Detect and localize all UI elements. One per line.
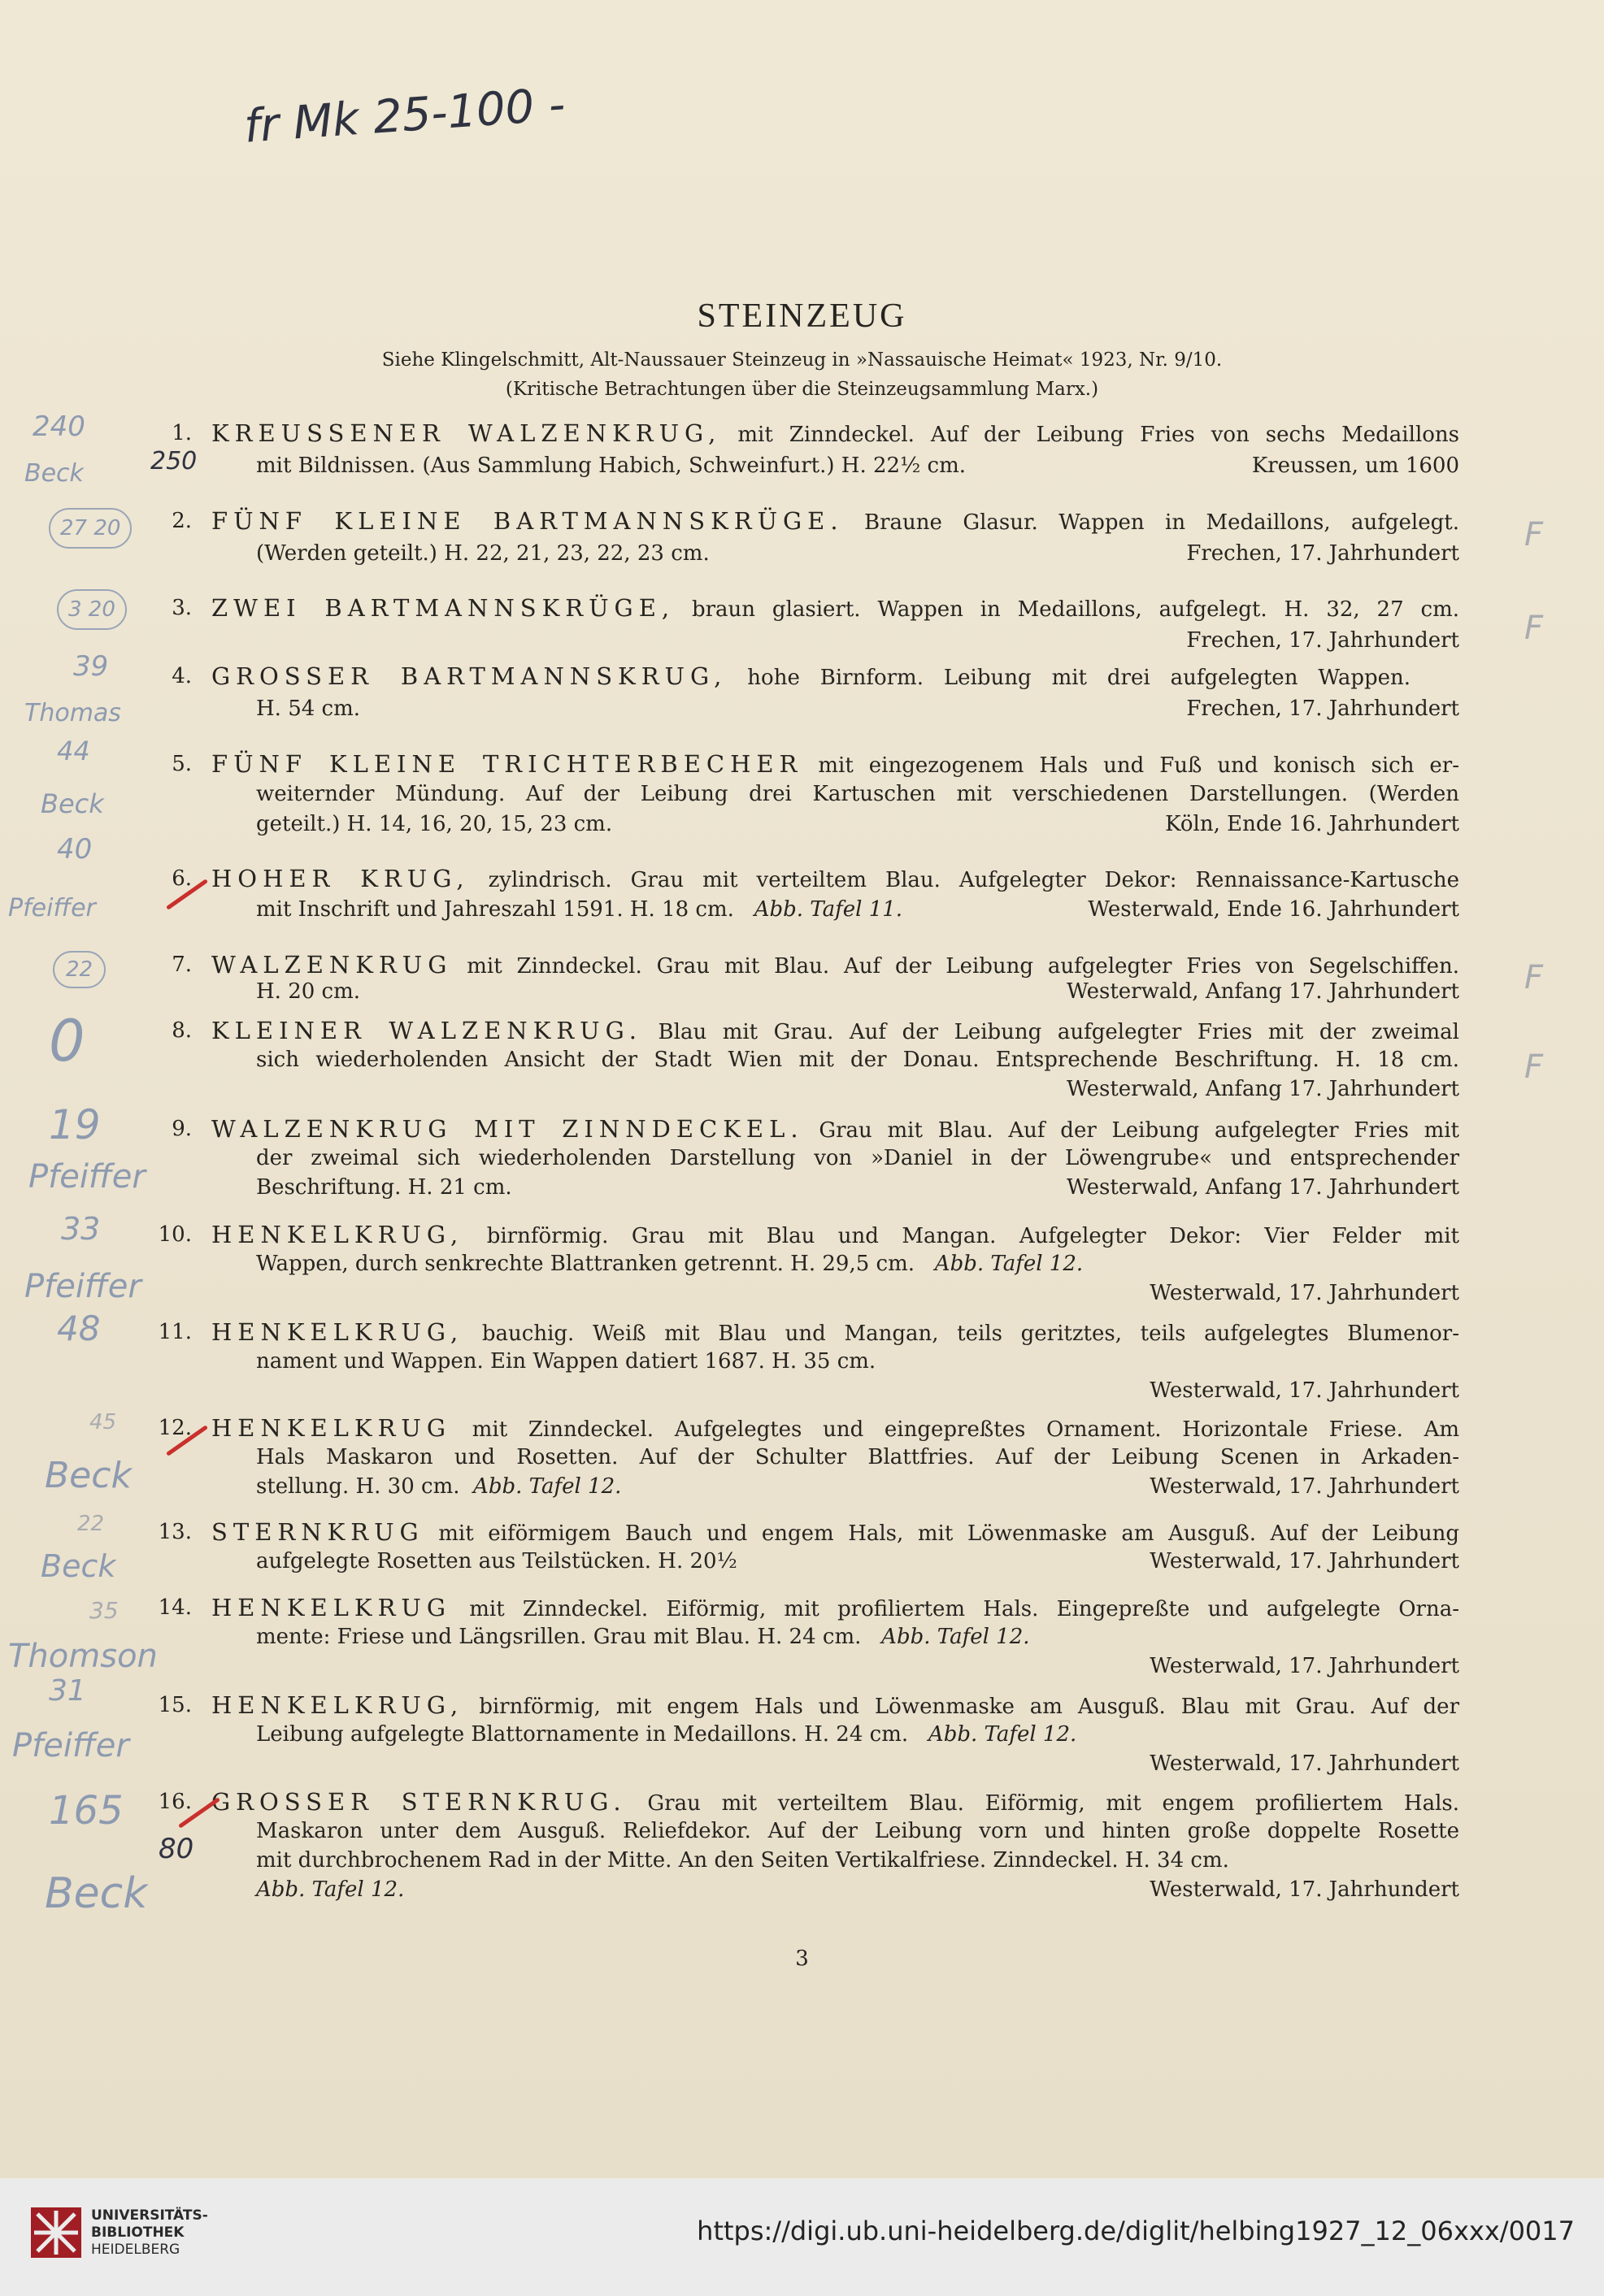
entry-place: Westerwald, 17. Jahrhundert (1150, 1378, 1459, 1403)
entry-number: 7. (172, 953, 192, 977)
entry-number: 11. (158, 1320, 192, 1344)
entry-place: Frechen, 17. Jahrhundert (1186, 628, 1459, 653)
entry-text: mit Bildnissen. (Aus Sammlung Habich, Schweinfurt.) H. 22½ cm. (256, 454, 967, 478)
entry-name: HOHER KRUG, (211, 865, 470, 892)
entry-text: mit Zinndeckel. Auf der Leibung Fries von sechs Medaillons (737, 423, 1459, 447)
catalog-entry-6 (154, 866, 1459, 923)
margin-note: Thomas (24, 699, 121, 727)
entry-number: 12. (158, 1416, 192, 1440)
permalink-url[interactable]: https://digi.ub.uni-heidelberg.de/diglit/helbing1927_12_06xxx/0017 (697, 2216, 1575, 2246)
margin-note: Beck (45, 1869, 148, 1918)
margin-note: Beck (24, 459, 84, 488)
catalog-entry-15 (154, 1693, 1459, 1782)
entry-text: sich wiederholenden Ansicht der Stadt Wien mit der Donau. Entsprechende Beschriftung. H. 18 cm. (256, 1048, 1459, 1072)
margin-note: 48 (57, 1309, 101, 1348)
margin-mark: F (1524, 516, 1544, 553)
entry-text: Grau mit verteiltem Blau. Eiförmig, mit engem profiliertem Hals. (647, 1791, 1459, 1816)
entry-text: mit eingezogenem Hals und Fuß und konisch sich er- (818, 753, 1460, 778)
handwritten-price-note: fr Mk 25-100 - (242, 78, 567, 154)
entry-text: der zweimal sich wiederholenden Darstellung von »Daniel in der Löwengrube« und entsprechender (256, 1146, 1459, 1170)
entry-text: (Werden geteilt.) H. 22, 21, 23, 22, 23 cm. (256, 541, 710, 566)
plate-reference: Abb. Tafel 12. (934, 1252, 1084, 1276)
entry-text: Wappen, durch senkrechte Blattranken getrennt. H. 29,5 cm. (256, 1252, 915, 1276)
entry-text: mit Zinndeckel. Grau mit Blau. Auf der Leibung aufgelegter Fries von Segelschiffen. (467, 954, 1459, 979)
library-name-line: BIBLIOTHEK (91, 2224, 185, 2241)
catalog-entry-8 (154, 1018, 1459, 1108)
margin-note: 3 20 (57, 589, 127, 630)
catalog-entry-13 (154, 1520, 1459, 1577)
entry-name: KLEINER WALZENKRUG. (211, 1017, 642, 1044)
entry-number: 4. (172, 664, 192, 688)
entry-text: mit Zinndeckel. Eiförmig, mit profiliertem Hals. Eingepreßte und aufgelegte Orna- (469, 1597, 1460, 1621)
catalog-entry-5 (154, 752, 1459, 841)
entry-text: H. 54 cm. (256, 697, 361, 721)
entry-name: FÜNF KLEINE TRICHTERBECHER (211, 750, 803, 778)
catalog-entry-14 (154, 1595, 1459, 1685)
catalog-entry-1 (154, 421, 1459, 478)
entry-text: weiternder Mündung. Auf der Leibung drei Kartuschen mit verschiedenen Darstellungen. (Werden (256, 782, 1459, 806)
catalog-entry-11 (154, 1320, 1459, 1409)
entry-number: 1. (172, 421, 192, 445)
margin-note: 19 (49, 1101, 101, 1148)
catalog-entry-12 (154, 1416, 1459, 1505)
margin-mark: F (1524, 1048, 1544, 1086)
margin-note: 33 (61, 1211, 101, 1247)
entry-text: Blau mit Grau. Auf der Leibung aufgelegter Fries mit der zweimal (658, 1020, 1460, 1044)
entry-name: FÜNF KLEINE BARTMANNSKRÜGE. (211, 507, 844, 535)
entry-text: H. 20 cm. (256, 979, 361, 1004)
entry-place: Westerwald, Anfang 17. Jahrhundert (1067, 1175, 1459, 1200)
entry-text: bauchig. Weiß mit Blau und Mangan, teils geritztes, teils aufgelegtes Blumenor- (481, 1322, 1459, 1346)
entry-place: Westerwald, Ende 16. Jahrhundert (1088, 897, 1459, 922)
entry-text: Braune Glasur. Wappen in Medaillons, aufgelegt. (863, 510, 1459, 535)
margin-note: Thomson (8, 1638, 158, 1675)
plate-reference: Abb. Tafel 11. (754, 897, 903, 922)
entry-text: geteilt.) H. 14, 16, 20, 15, 23 cm. (256, 812, 613, 836)
plate-reference: Abb. Tafel 12. (881, 1625, 1030, 1649)
margin-mark: F (1524, 959, 1544, 996)
plate-reference: Abb. Tafel 12. (473, 1474, 622, 1499)
entry-name: HENKELKRUG (211, 1594, 452, 1621)
entry-text: Leibung aufgelegte Blattornamente in Medaillons. H. 24 cm. (256, 1722, 909, 1747)
margin-note: 45 (89, 1410, 117, 1434)
entry-text: mit Inschrift und Jahreszahl 1591. H. 18 cm. (256, 897, 734, 922)
margin-note: 27 20 (49, 508, 132, 549)
margin-note: Pfeiffer (8, 894, 96, 922)
entry-number: 6. (172, 866, 192, 891)
margin-note: Pfeiffer (28, 1158, 146, 1196)
entry-place: Kreussen, um 1600 (1251, 454, 1459, 478)
entry-text: stellung. H. 30 cm. (256, 1474, 460, 1499)
catalog-entry-16 (154, 1790, 1459, 1912)
entry-name: HENKELKRUG, (211, 1221, 464, 1248)
entry-number: 8. (172, 1018, 192, 1043)
entry-number: 14. (158, 1595, 192, 1620)
entry-text: mente: Friese und Längsrillen. Grau mit Blau. H. 24 cm. (256, 1625, 862, 1649)
library-name-line: HEIDELBERG (91, 2242, 180, 2258)
entry-text: zylindrisch. Grau mit verteiltem Blau. Aufgelegter Dekor: Rennaissance-Kartusche (488, 868, 1460, 892)
page-title: STEINZEUG (697, 297, 907, 335)
margin-note: 165 (49, 1788, 124, 1834)
entry-name: KREUSSENER WALZENKRUG, (211, 419, 722, 447)
viewer-footer (0, 2178, 1604, 2296)
library-name (91, 2207, 208, 2259)
entry-number: 2. (172, 509, 192, 533)
plate-reference: Abb. Tafel 12. (256, 1877, 405, 1902)
entry-text: nament und Wappen. Ein Wappen datiert 1687. H. 35 cm. (256, 1349, 876, 1374)
entry-name: WALZENKRUG (211, 951, 453, 979)
entry-name: HENKELKRUG (211, 1414, 452, 1442)
margin-note: 250 (150, 447, 198, 475)
entry-place: Westerwald, 17. Jahrhundert (1150, 1549, 1459, 1573)
entry-place: Westerwald, 17. Jahrhundert (1150, 1877, 1459, 1902)
entry-text: Beschriftung. H. 21 cm. (256, 1175, 512, 1200)
entry-name: HENKELKRUG, (211, 1691, 464, 1719)
entry-name: WALZENKRUG MIT ZINNDECKEL. (211, 1115, 804, 1143)
margin-note: 44 (57, 736, 90, 766)
margin-note: 39 (73, 650, 109, 683)
catalog-entry-10 (154, 1222, 1459, 1312)
margin-note: 22 (77, 1512, 105, 1536)
entry-number: 3. (172, 596, 192, 620)
catalog-entry-4 (154, 664, 1459, 721)
margin-note: 35 (89, 1597, 119, 1624)
entry-number: 10. (158, 1222, 192, 1247)
catalog-entry-3 (154, 596, 1459, 653)
margin-note: 240 (33, 410, 85, 443)
entry-place: Westerwald, 17. Jahrhundert (1150, 1751, 1459, 1776)
entry-text: Hals Maskaron und Rosetten. Auf der Schulter Blattfries. Auf der Leibung Scenen in Arkaden- (256, 1445, 1459, 1469)
entry-number: 16. (158, 1790, 192, 1814)
page-number: 3 (795, 1947, 809, 1971)
entry-number: 13. (158, 1520, 192, 1544)
entry-number: 9. (172, 1117, 192, 1141)
margin-note: Beck (41, 788, 104, 819)
plate-reference: Abb. Tafel 12. (928, 1722, 1077, 1747)
catalog-entry-7 (154, 953, 1459, 1009)
margin-note: 40 (57, 833, 93, 866)
margin-note: 0 (49, 1008, 85, 1074)
entry-name: STERNKRUG (211, 1518, 424, 1546)
subtitle-note: (Kritische Betrachtungen über die Steinzeugsammlung Marx.) (505, 379, 1099, 400)
entry-text: Maskaron unter dem Ausguß. Reliefdekor. Auf der Leibung vorn und hinten große doppelte Rosette (256, 1819, 1459, 1843)
entry-text: hohe Birnform. Leibung mit drei aufgelegten Wappen. (747, 666, 1411, 690)
entry-text: mit eiförmigem Bauch und engem Hals, mit Löwenmaske am Ausguß. Auf der Leibung (438, 1521, 1460, 1546)
margin-note: 31 (49, 1674, 86, 1708)
entry-place: Westerwald, Anfang 17. Jahrhundert (1067, 979, 1459, 1004)
entry-text: mit Zinndeckel. Aufgelegtes und eingepreßtes Ornament. Horizontale Friese. Am (472, 1417, 1460, 1442)
entry-place: Frechen, 17. Jahrhundert (1186, 697, 1459, 721)
entry-text: braun glasiert. Wappen in Medaillons, aufgelegt. H. 32, 27 cm. (691, 597, 1459, 622)
library-name-line: UNIVERSITÄTS- (91, 2207, 208, 2224)
margin-note: Pfeiffer (12, 1727, 129, 1764)
catalog-entry-2 (154, 509, 1459, 566)
entry-name: HENKELKRUG, (211, 1318, 464, 1346)
entry-text: birnförmig. Grau mit Blau und Mangan. Aufgelegter Dekor: Vier Felder mit (486, 1224, 1459, 1248)
entry-text: aufgelegte Rosetten aus Teilstücken. H. 20½ (256, 1549, 737, 1573)
margin-note: Pfeiffer (24, 1268, 141, 1305)
entry-number: 15. (158, 1693, 192, 1717)
entry-number: 5. (172, 752, 192, 776)
margin-note: 22 (53, 951, 106, 988)
margin-note: Beck (45, 1455, 132, 1496)
subtitle-reference: Siehe Klingelschmitt, Alt-Naussauer Steinzeug in »Nassauische Heimat« 1923, Nr. 9/10. (381, 349, 1223, 371)
margin-mark: F (1524, 610, 1544, 647)
entry-name: GROSSER STERNKRUG. (211, 1788, 627, 1816)
university-library-logo (31, 2207, 81, 2258)
margin-note: Beck (41, 1548, 116, 1584)
margin-note: 80 (159, 1833, 194, 1865)
entry-name: GROSSER BARTMANNSKRUG, (211, 662, 728, 690)
entry-place: Westerwald, 17. Jahrhundert (1150, 1654, 1459, 1678)
entry-place: Köln, Ende 16. Jahrhundert (1165, 812, 1459, 836)
entry-place: Westerwald, Anfang 17. Jahrhundert (1067, 1077, 1459, 1101)
entry-place: Frechen, 17. Jahrhundert (1186, 541, 1459, 566)
entry-place: Westerwald, 17. Jahrhundert (1150, 1474, 1459, 1499)
entry-place: Westerwald, 17. Jahrhundert (1150, 1281, 1459, 1305)
entry-text: Grau mit Blau. Auf der Leibung aufgelegter Fries mit (819, 1118, 1459, 1143)
entry-text: birnförmig, mit engem Hals und Löwenmaske am Ausguß. Blau mit Grau. Auf der (479, 1695, 1460, 1719)
entry-text: mit durchbrochenem Rad in der Mitte. An den Seiten Vertikalfriese. Zinndeckel. H. 34 cm. (256, 1848, 1229, 1873)
catalog-entry-9 (154, 1117, 1459, 1206)
entry-name: ZWEI BARTMANNSKRÜGE, (211, 594, 676, 622)
